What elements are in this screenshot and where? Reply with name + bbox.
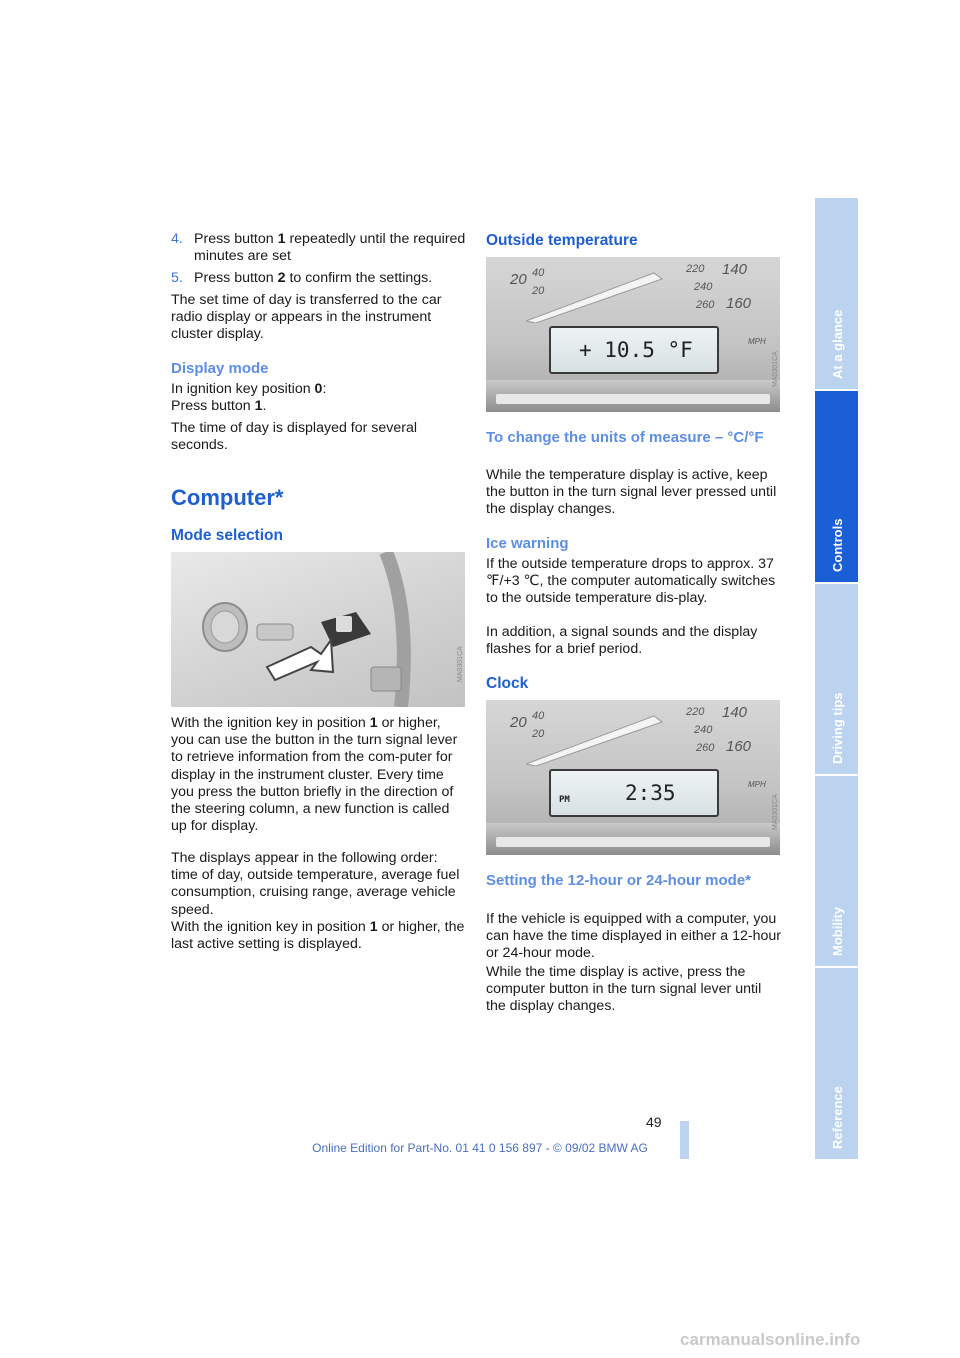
temperature-lcd: + 10.5 °F: [549, 326, 719, 374]
units-heading: To change the units of measure – °C/°F: [486, 429, 764, 446]
clock-gauge-photo: 20 40 20 220 140 240 260 160 MPH PM 2:35 MA0301CA: [486, 700, 780, 855]
tab-at-a-glance[interactable]: At a glance: [815, 198, 858, 389]
outside-temp-heading: Outside temperature: [486, 232, 638, 249]
watermark: carmanualsonline.info: [680, 1330, 861, 1349]
turn-signal-lever-illustration: [171, 552, 465, 707]
mode-selection-p2: The displays appear in the following order: time of day, outside temperature, average fuel consumption, cruising range, average vehicle speed.: [171, 850, 460, 918]
computer-heading: Computer*: [171, 485, 284, 510]
turn-signal-photo: MA0301CA: [171, 552, 465, 707]
display-mode-para2: The time of day is displayed for several seconds.: [171, 420, 418, 454]
mode-selection-p1: With the ignition key in position 1 or higher, you can use the button in the turn signal lever to retrieve information from the com-puter for display in the instrument cluster. Every time you press the button briefly in the direction of the steering column, a new function is called up for display.: [171, 715, 458, 835]
tab-driving-tips[interactable]: Driving tips: [815, 584, 858, 774]
units-text: While the temperature display is active, keep the button in the turn signal lever pressed until the display changes.: [486, 467, 777, 518]
tab-mobility[interactable]: Mobility: [815, 776, 858, 966]
mode-selection-p3: With the ignition key in position 1 or higher, the last active setting is displayed.: [171, 919, 465, 953]
gauge-needle-clock: [526, 708, 666, 766]
page-number: 49: [646, 1114, 662, 1130]
hour-mode-heading: Setting the 12-hour or 24-hour mode*: [486, 872, 752, 889]
clock-heading: Clock: [486, 675, 529, 692]
footer-edition: Online Edition for Part-No. 01 41 0 156 897 - © 09/02 BMW AG: [312, 1141, 648, 1155]
transfer-text: The set time of day is transferred to the car radio display or appears in the instrument cluster display.: [171, 292, 442, 343]
ice-warning-heading: Ice warning: [486, 535, 569, 552]
ice-warning-p2: In addition, a signal sounds and the display flashes for a brief period.: [486, 624, 758, 658]
mode-selection-heading: Mode selection: [171, 527, 283, 544]
display-mode-heading: Display mode: [171, 360, 269, 377]
hour-mode-p2: While the time display is active, press the computer button in the turn signal lever until the display changes.: [486, 964, 762, 1015]
gauge-needle: [526, 265, 666, 323]
tab-controls[interactable]: Controls: [815, 391, 858, 582]
outside-temp-gauge-photo: 20 40 20 220 140 240 260 160 MPH + 10.5 °F MA0301CA: [486, 257, 780, 412]
display-mode-text: In ignition key position 0: Press button 1.: [171, 381, 327, 415]
tab-reference[interactable]: Reference: [815, 968, 858, 1159]
ice-warning-p1: If the outside temperature drops to approx. 37 ℉/+3 ℃, the computer automatically switches to the outside temperature dis-play.: [486, 556, 776, 607]
clock-lcd: PM 2:35: [549, 769, 719, 817]
hour-mode-p1: If the vehicle is equipped with a computer, you can have the time displayed in either a 12-hour or 24-hour mode.: [486, 911, 781, 962]
